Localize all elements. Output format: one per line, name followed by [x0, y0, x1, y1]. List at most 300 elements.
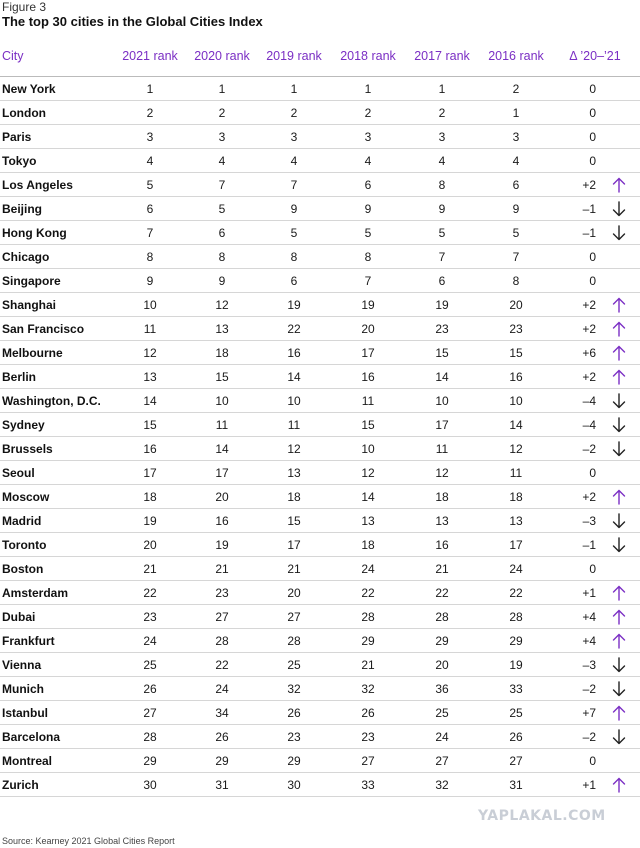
rank-cell: 15: [361, 418, 375, 432]
rank-cell: 17: [509, 538, 523, 552]
city-name: Los Angeles: [2, 178, 73, 192]
rank-cell: 27: [435, 754, 449, 768]
figure-label: Figure 3: [2, 0, 47, 14]
rank-cell: 21: [435, 562, 449, 576]
source-note: Source: Kearney 2021 Global Cities Report: [2, 836, 175, 846]
city-name: Tokyo: [2, 154, 37, 168]
rank-cell: 8: [438, 178, 446, 192]
rank-cell: 28: [435, 610, 449, 624]
rank-cell: 27: [509, 754, 523, 768]
table-body: [0, 77, 640, 797]
rank-cell: 25: [509, 706, 523, 720]
city-name: Boston: [2, 562, 44, 576]
arrow-down-icon: [612, 393, 626, 409]
table-row: [0, 197, 640, 221]
rank-cell: 29: [215, 754, 229, 768]
delta-value: –4: [582, 418, 596, 432]
rank-cell: 1: [438, 82, 446, 96]
rank-cell: 36: [435, 682, 449, 696]
rank-cell: 20: [361, 322, 375, 336]
rank-cell: 7: [218, 178, 226, 192]
rank-cell: 12: [215, 298, 229, 312]
rank-cell: 3: [512, 130, 520, 144]
rank-cell: 23: [435, 322, 449, 336]
header-2020-rank: 2020 rank: [194, 49, 250, 63]
table-row: [0, 581, 640, 605]
arrow-up-icon: [612, 369, 626, 385]
table-row: [0, 485, 640, 509]
rank-cell: 19: [287, 298, 301, 312]
table-row: [0, 293, 640, 317]
rank-cell: 3: [290, 130, 298, 144]
header-2019-rank: 2019 rank: [266, 49, 322, 63]
delta-value: 0: [589, 154, 596, 168]
rank-cell: 23: [509, 322, 523, 336]
rank-cell: 21: [287, 562, 301, 576]
rank-cell: 24: [361, 562, 375, 576]
rank-cell: 8: [512, 274, 520, 288]
city-name: Barcelona: [2, 730, 61, 744]
rank-cell: 25: [143, 658, 157, 672]
rank-cell: 22: [509, 586, 523, 600]
delta-value: +2: [582, 490, 596, 504]
rank-cell: 9: [290, 202, 298, 216]
city-name: Madrid: [2, 514, 42, 528]
table-row: [0, 317, 640, 341]
table-header: [0, 44, 640, 70]
rank-cell: 1: [146, 82, 154, 96]
delta-value: +6: [582, 346, 596, 360]
table-row: [0, 701, 640, 725]
rank-cell: 11: [435, 442, 449, 456]
rank-cell: 24: [143, 634, 157, 648]
city-name: Moscow: [2, 490, 50, 504]
rank-cell: 13: [509, 514, 523, 528]
rank-cell: 7: [512, 250, 520, 264]
city-name: Frankfurt: [2, 634, 55, 648]
rank-cell: 1: [290, 82, 298, 96]
delta-value: –1: [582, 226, 596, 240]
delta-value: +1: [582, 586, 596, 600]
rank-cell: 2: [438, 106, 446, 120]
rank-cell: 12: [509, 442, 523, 456]
arrow-down-icon: [612, 225, 626, 241]
arrow-up-icon: [612, 297, 626, 313]
arrow-down-icon: [612, 417, 626, 433]
rank-cell: 27: [287, 610, 301, 624]
rank-cell: 19: [143, 514, 157, 528]
rank-cell: 6: [364, 178, 372, 192]
rank-cell: 22: [361, 586, 375, 600]
rank-cell: 4: [290, 154, 298, 168]
table-row: [0, 173, 640, 197]
city-name: Brussels: [2, 442, 53, 456]
city-name: New York: [2, 82, 56, 96]
delta-value: –1: [582, 538, 596, 552]
table-row: [0, 389, 640, 413]
city-name: London: [2, 106, 46, 120]
rank-cell: 24: [509, 562, 523, 576]
rank-cell: 29: [361, 634, 375, 648]
delta-value: 0: [589, 250, 596, 264]
rank-cell: 28: [509, 610, 523, 624]
delta-value: 0: [589, 754, 596, 768]
city-name: Seoul: [2, 466, 35, 480]
rank-cell: 5: [146, 178, 154, 192]
rank-cell: 16: [143, 442, 157, 456]
rank-cell: 13: [143, 370, 157, 384]
delta-value: –1: [582, 202, 596, 216]
rank-cell: 15: [287, 514, 301, 528]
delta-value: +1: [582, 778, 596, 792]
rank-cell: 14: [435, 370, 449, 384]
arrow-down-icon: [612, 657, 626, 673]
rank-cell: 21: [143, 562, 157, 576]
rank-cell: 12: [361, 466, 375, 480]
arrow-up-icon: [612, 321, 626, 337]
rank-cell: 20: [287, 586, 301, 600]
rank-cell: 9: [146, 274, 154, 288]
rank-cell: 2: [146, 106, 154, 120]
rank-cell: 8: [290, 250, 298, 264]
delta-value: –4: [582, 394, 596, 408]
rank-cell: 23: [143, 610, 157, 624]
rank-cell: 25: [435, 706, 449, 720]
rank-cell: 22: [287, 322, 301, 336]
delta-value: –2: [582, 442, 596, 456]
arrow-up-icon: [612, 345, 626, 361]
rank-cell: 9: [512, 202, 520, 216]
rank-cell: 9: [218, 274, 226, 288]
rank-cell: 18: [287, 490, 301, 504]
rank-cell: 5: [512, 226, 520, 240]
arrow-down-icon: [612, 441, 626, 457]
table-row: [0, 605, 640, 629]
figure-title: The top 30 cities in the Global Cities Index: [2, 14, 263, 29]
rank-cell: 30: [287, 778, 301, 792]
rank-cell: 33: [361, 778, 375, 792]
rank-cell: 31: [215, 778, 229, 792]
table-row: [0, 101, 640, 125]
rank-cell: 18: [361, 538, 375, 552]
rank-cell: 14: [509, 418, 523, 432]
rank-cell: 26: [287, 706, 301, 720]
rank-cell: 26: [143, 682, 157, 696]
arrow-down-icon: [612, 729, 626, 745]
rank-cell: 6: [512, 178, 520, 192]
city-name: Vienna: [2, 658, 42, 672]
rank-cell: 22: [215, 658, 229, 672]
rank-cell: 18: [435, 490, 449, 504]
city-name: Washington, D.C.: [2, 394, 101, 408]
rank-cell: 1: [512, 106, 520, 120]
rank-cell: 5: [438, 226, 446, 240]
rank-cell: 24: [435, 730, 449, 744]
rank-cell: 16: [435, 538, 449, 552]
city-name: San Francisco: [2, 322, 85, 336]
table-row: [0, 77, 640, 101]
delta-value: 0: [589, 562, 596, 576]
header-delta: Δ ’20–’21: [569, 49, 621, 63]
delta-value: 0: [589, 130, 596, 144]
arrow-up-icon: [612, 609, 626, 625]
delta-value: 0: [589, 82, 596, 96]
rank-cell: 15: [143, 418, 157, 432]
delta-value: +7: [582, 706, 596, 720]
rank-cell: 13: [435, 514, 449, 528]
rank-cell: 10: [287, 394, 301, 408]
rank-cell: 28: [361, 610, 375, 624]
rank-cell: 14: [361, 490, 375, 504]
rank-cell: 25: [287, 658, 301, 672]
rank-cell: 11: [509, 466, 523, 480]
rank-cell: 8: [218, 250, 226, 264]
rank-cell: 5: [218, 202, 226, 216]
city-name: Sydney: [2, 418, 45, 432]
city-name: Toronto: [2, 538, 47, 552]
city-name: Istanbul: [2, 706, 49, 720]
table-row: [0, 125, 640, 149]
rank-cell: 11: [143, 322, 157, 336]
rank-cell: 15: [215, 370, 229, 384]
rank-cell: 18: [509, 490, 523, 504]
rank-cell: 3: [364, 130, 372, 144]
city-name: Montreal: [2, 754, 53, 768]
rank-cell: 1: [218, 82, 226, 96]
table-row: [0, 461, 640, 485]
rank-cell: 23: [287, 730, 301, 744]
rank-cell: 27: [361, 754, 375, 768]
rank-cell: 29: [509, 634, 523, 648]
rank-cell: 17: [215, 466, 229, 480]
delta-value: –3: [582, 514, 596, 528]
rank-cell: 24: [215, 682, 229, 696]
rank-cell: 31: [509, 778, 523, 792]
table-row: [0, 749, 640, 773]
delta-value: 0: [589, 466, 596, 480]
table-row: [0, 629, 640, 653]
rank-cell: 32: [287, 682, 301, 696]
rank-cell: 19: [215, 538, 229, 552]
rank-cell: 16: [287, 346, 301, 360]
rank-cell: 28: [287, 634, 301, 648]
rank-cell: 9: [364, 202, 372, 216]
rank-cell: 17: [143, 466, 157, 480]
rank-cell: 26: [509, 730, 523, 744]
rank-cell: 17: [361, 346, 375, 360]
rank-cell: 23: [361, 730, 375, 744]
table-row: [0, 365, 640, 389]
rank-cell: 26: [215, 730, 229, 744]
rank-cell: 29: [287, 754, 301, 768]
table-row: [0, 557, 640, 581]
rank-cell: 28: [143, 730, 157, 744]
rank-cell: 32: [361, 682, 375, 696]
rank-cell: 3: [438, 130, 446, 144]
rank-cell: 3: [218, 130, 226, 144]
city-name: Dubai: [2, 610, 36, 624]
rank-cell: 14: [215, 442, 229, 456]
rank-cell: 21: [215, 562, 229, 576]
table-row: [0, 149, 640, 173]
arrow-down-icon: [612, 537, 626, 553]
rank-cell: 11: [215, 418, 229, 432]
table-row: [0, 221, 640, 245]
rank-cell: 6: [146, 202, 154, 216]
table-row: [0, 245, 640, 269]
table-row: [0, 773, 640, 797]
rank-cell: 7: [290, 178, 298, 192]
rank-cell: 9: [438, 202, 446, 216]
rank-cell: 32: [435, 778, 449, 792]
rank-cell: 2: [512, 82, 520, 96]
rank-cell: 17: [435, 418, 449, 432]
table-row: [0, 269, 640, 293]
rank-cell: 12: [143, 346, 157, 360]
rank-cell: 2: [364, 106, 372, 120]
rank-cell: 8: [146, 250, 154, 264]
arrow-down-icon: [612, 513, 626, 529]
rank-cell: 1: [364, 82, 372, 96]
arrow-up-icon: [612, 633, 626, 649]
rank-cell: 10: [215, 394, 229, 408]
rank-cell: 29: [435, 634, 449, 648]
rank-cell: 34: [215, 706, 229, 720]
rank-cell: 16: [215, 514, 229, 528]
arrow-down-icon: [612, 201, 626, 217]
rank-cell: 26: [361, 706, 375, 720]
rank-cell: 5: [364, 226, 372, 240]
rank-cell: 27: [215, 610, 229, 624]
rank-cell: 19: [435, 298, 449, 312]
rank-cell: 16: [361, 370, 375, 384]
rank-cell: 12: [287, 442, 301, 456]
table-row: [0, 509, 640, 533]
delta-value: –2: [582, 730, 596, 744]
rank-cell: 6: [438, 274, 446, 288]
rank-cell: 11: [361, 394, 375, 408]
rank-cell: 19: [361, 298, 375, 312]
rank-cell: 21: [361, 658, 375, 672]
rank-cell: 10: [509, 394, 523, 408]
delta-value: 0: [589, 274, 596, 288]
rank-cell: 23: [215, 586, 229, 600]
arrow-up-icon: [612, 489, 626, 505]
city-name: Paris: [2, 130, 32, 144]
city-name: Shanghai: [2, 298, 57, 312]
arrow-up-icon: [612, 777, 626, 793]
rank-cell: 14: [287, 370, 301, 384]
rank-cell: 29: [143, 754, 157, 768]
rank-cell: 5: [290, 226, 298, 240]
rank-cell: 6: [218, 226, 226, 240]
arrow-up-icon: [612, 177, 626, 193]
city-name: Zurich: [2, 778, 39, 792]
delta-value: +2: [582, 370, 596, 384]
rank-cell: 16: [509, 370, 523, 384]
rank-cell: 20: [143, 538, 157, 552]
rank-cell: 10: [361, 442, 375, 456]
rank-cell: 10: [435, 394, 449, 408]
delta-value: –3: [582, 658, 596, 672]
delta-value: +2: [582, 178, 596, 192]
table-row: [0, 677, 640, 701]
city-name: Singapore: [2, 274, 61, 288]
rank-cell: 28: [215, 634, 229, 648]
rank-cell: 7: [438, 250, 446, 264]
table-row: [0, 725, 640, 749]
rank-cell: 30: [143, 778, 157, 792]
city-name: Amsterdam: [2, 586, 69, 600]
header-city: City: [2, 49, 24, 63]
delta-value: 0: [589, 106, 596, 120]
header-2021-rank: 2021 rank: [122, 49, 178, 63]
rank-cell: 13: [215, 322, 229, 336]
rank-cell: 4: [438, 154, 446, 168]
rank-cell: 4: [146, 154, 154, 168]
city-name: Melbourne: [2, 346, 63, 360]
delta-value: +4: [582, 634, 596, 648]
rank-cell: 20: [215, 490, 229, 504]
city-name: Hong Kong: [2, 226, 67, 240]
rank-cell: 12: [435, 466, 449, 480]
rank-cell: 4: [512, 154, 520, 168]
rank-cell: 7: [146, 226, 154, 240]
rank-cell: 18: [215, 346, 229, 360]
rank-cell: 20: [435, 658, 449, 672]
city-name: Beijing: [2, 202, 43, 216]
table-row: [0, 653, 640, 677]
rank-cell: 22: [143, 586, 157, 600]
arrow-down-icon: [612, 681, 626, 697]
arrow-up-icon: [612, 705, 626, 721]
city-name: Chicago: [2, 250, 50, 264]
rank-cell: 11: [287, 418, 301, 432]
table-row: [0, 437, 640, 461]
rank-cell: 2: [218, 106, 226, 120]
city-name: Berlin: [2, 370, 37, 384]
rank-cell: 20: [509, 298, 523, 312]
rank-cell: 13: [361, 514, 375, 528]
rank-cell: 22: [435, 586, 449, 600]
rank-cell: 14: [143, 394, 157, 408]
rank-cell: 6: [290, 274, 298, 288]
header-2017-rank: 2017 rank: [414, 49, 470, 63]
rank-cell: 4: [218, 154, 226, 168]
rank-cell: 27: [143, 706, 157, 720]
rank-cell: 8: [364, 250, 372, 264]
rank-cell: 13: [287, 466, 301, 480]
arrow-up-icon: [612, 585, 626, 601]
header-2018-rank: 2018 rank: [340, 49, 396, 63]
delta-value: –2: [582, 682, 596, 696]
rank-cell: 15: [509, 346, 523, 360]
rank-cell: 17: [287, 538, 301, 552]
rank-cell: 10: [143, 298, 157, 312]
rank-cell: 4: [364, 154, 372, 168]
watermark: YAPLAKAL.COM: [478, 808, 606, 824]
rank-cell: 18: [143, 490, 157, 504]
table-row: [0, 413, 640, 437]
rank-cell: 19: [509, 658, 523, 672]
rank-cell: 3: [146, 130, 154, 144]
table-row: [0, 533, 640, 557]
city-name: Munich: [2, 682, 44, 696]
table-row: [0, 341, 640, 365]
header-2016-rank: 2016 rank: [488, 49, 544, 63]
rank-cell: 33: [509, 682, 523, 696]
delta-value: +2: [582, 298, 596, 312]
